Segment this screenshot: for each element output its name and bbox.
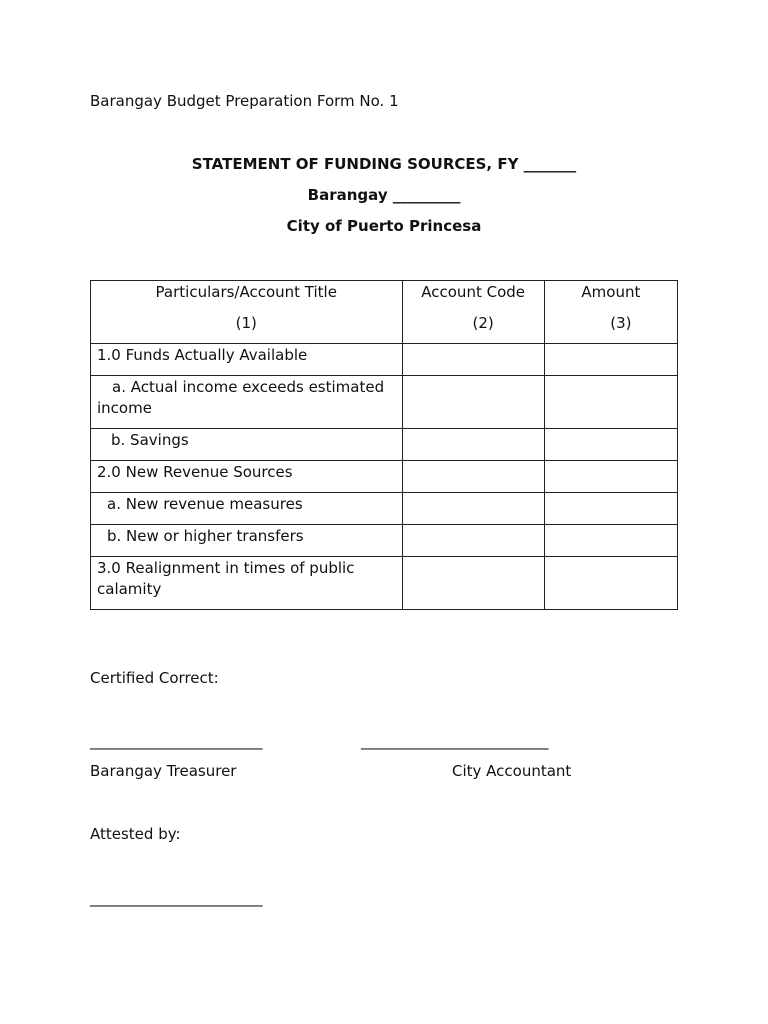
- header-account-code-number: (2): [472, 314, 494, 332]
- barangay-title: Barangay _________: [307, 186, 461, 204]
- city-accountant-label: City Accountant: [452, 762, 572, 780]
- row-particulars: a. Actual income exceeds estimated income: [97, 378, 385, 417]
- row-amount[interactable]: [545, 429, 677, 430]
- row-particulars: 1.0 Funds Actually Available: [97, 346, 308, 364]
- row-account-code[interactable]: [403, 429, 544, 430]
- city-title: City of Puerto Princesa: [286, 217, 482, 235]
- row-particulars: 3.0 Realignment in times of public calamity: [97, 559, 355, 598]
- table-row: [91, 429, 678, 461]
- row-particulars: a. New revenue measures: [107, 495, 303, 513]
- row-amount[interactable]: [545, 461, 677, 462]
- row-amount[interactable]: [545, 376, 677, 377]
- row-amount[interactable]: [545, 493, 677, 494]
- barangay-treasurer-label: Barangay Treasurer: [90, 762, 237, 780]
- row-particulars: b. New or higher transfers: [107, 527, 304, 545]
- row-account-code[interactable]: [403, 461, 544, 462]
- statement-title: STATEMENT OF FUNDING SOURCES, FY _______: [191, 155, 577, 173]
- row-amount[interactable]: [545, 525, 677, 526]
- header-particulars-number: (1): [235, 314, 257, 332]
- attested-signature-line: _______________________: [90, 889, 263, 907]
- row-particulars: b. Savings: [111, 431, 189, 449]
- header-amount: [544, 281, 677, 344]
- row-account-code[interactable]: [403, 344, 544, 345]
- table-header-row: [91, 281, 678, 344]
- row-account-code[interactable]: [403, 376, 544, 377]
- row-amount[interactable]: [545, 557, 677, 558]
- header-amount-label: Amount: [581, 283, 641, 301]
- table-row: [91, 344, 678, 376]
- table-row: [91, 493, 678, 525]
- attested-by-label: Attested by:: [90, 825, 181, 843]
- table-row: [91, 557, 678, 610]
- funding-sources-table: [90, 280, 678, 610]
- header-account-code-label: Account Code: [421, 283, 525, 301]
- header-particulars-label: Particulars/Account Title: [155, 283, 337, 301]
- table-row: [91, 376, 678, 429]
- header-amount-number: (3): [610, 314, 632, 332]
- row-amount[interactable]: [545, 344, 677, 345]
- treasurer-signature-line: _______________________: [90, 732, 263, 750]
- row-account-code[interactable]: [403, 493, 544, 494]
- row-account-code[interactable]: [403, 557, 544, 558]
- header-account-code: [402, 281, 544, 344]
- table-row: [91, 525, 678, 557]
- header-particulars: [91, 281, 403, 344]
- table-row: [91, 461, 678, 493]
- row-particulars: 2.0 New Revenue Sources: [97, 463, 293, 481]
- row-account-code[interactable]: [403, 525, 544, 526]
- form-number: Barangay Budget Preparation Form No. 1: [90, 92, 399, 110]
- certified-correct-label: Certified Correct:: [90, 669, 219, 687]
- accountant-signature-line: _________________________: [361, 732, 549, 750]
